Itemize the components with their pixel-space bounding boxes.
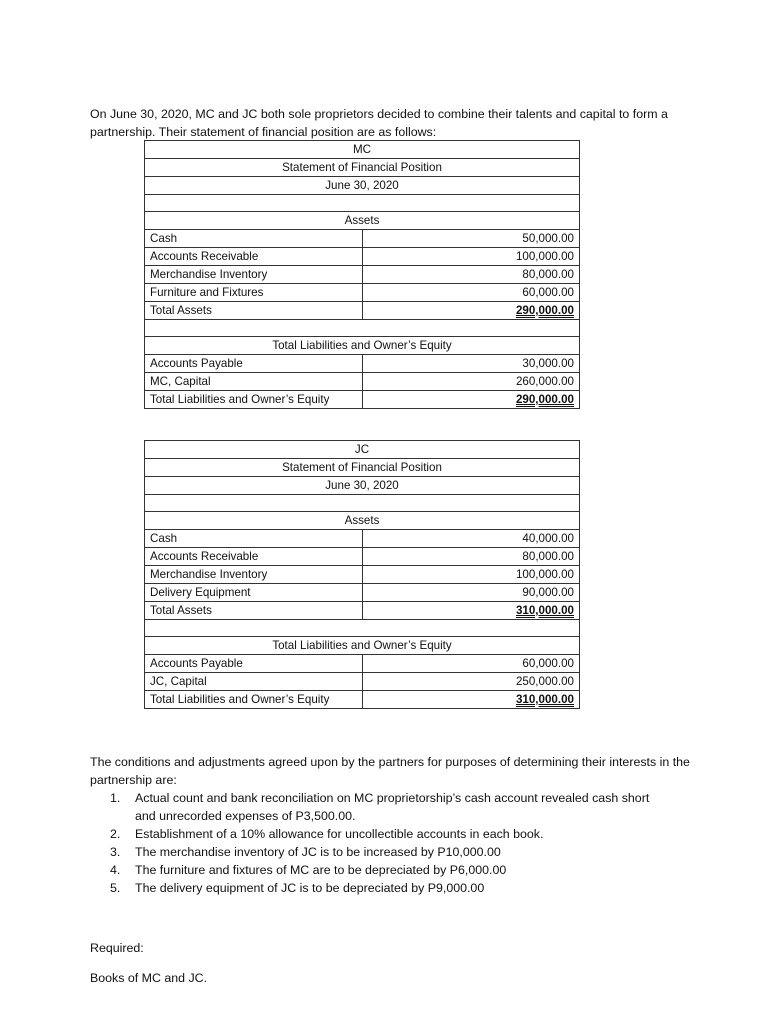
row-amount: 50,000.00 — [362, 230, 580, 248]
row-amount: 60,000.00 — [362, 284, 580, 302]
row-label: Cash — [145, 530, 363, 548]
row-amount: 30,000.00 — [362, 355, 580, 373]
table-row — [145, 230, 580, 248]
table-row — [145, 655, 580, 673]
books-text: Books of MC and JC. — [90, 971, 208, 985]
item-text: Actual count and bank reconciliation on MC proprietorship’s cash account revealed cash short and unrecorded expenses of P3,500.00. — [135, 791, 650, 823]
list-item — [110, 789, 670, 825]
list-item — [110, 879, 670, 897]
mc-date: June 30, 2020 — [145, 177, 580, 195]
jc-liabilities-header: Total Liabilities and Owner’s Equity — [145, 637, 580, 655]
list-item — [110, 825, 670, 843]
row-label: Delivery Equipment — [145, 584, 363, 602]
table-row — [145, 248, 580, 266]
row-label: JC, Capital — [145, 673, 363, 691]
row-amount: 60,000.00 — [362, 655, 580, 673]
total-assets-row — [145, 302, 580, 320]
mc-assets-header: Assets — [145, 212, 580, 230]
table-row — [145, 673, 580, 691]
row-label: Total Assets — [145, 602, 363, 620]
row-label: Total Liabilities and Owner’s Equity — [145, 691, 363, 709]
row-amount: 90,000.00 — [362, 584, 580, 602]
intro-paragraph: On June 30, 2020, MC and JC both sole proprietors decided to combine their talents and capital to form a partnership. Their statement of financial position are as follows: — [90, 107, 668, 140]
conditions-paragraph: The conditions and adjustments agreed upon by the partners for purposes of determining their interests in the partnership are: — [90, 755, 690, 788]
list-item — [110, 843, 670, 861]
row-amount: 80,000.00 — [362, 266, 580, 284]
total-liabilities-row — [145, 691, 580, 709]
item-text: The furniture and fixtures of MC are to be depreciated by P6,000.00 — [135, 863, 507, 877]
table-row — [145, 584, 580, 602]
table-row — [145, 530, 580, 548]
blank-row — [145, 495, 580, 512]
item-text: The delivery equipment of JC is to be depreciated by P9,000.00 — [135, 881, 485, 895]
row-label: Furniture and Fixtures — [145, 284, 363, 302]
table-row — [145, 373, 580, 391]
row-label: Cash — [145, 230, 363, 248]
mc-statement-table — [144, 140, 580, 409]
row-label: Total Liabilities and Owner’s Equity — [145, 391, 363, 409]
item-number: 1. — [110, 791, 121, 805]
blank-row — [145, 620, 580, 637]
row-amount: 250,000.00 — [362, 673, 580, 691]
total-amount: 290,000.00 — [362, 391, 580, 409]
mc-statement-title: Statement of Financial Position — [145, 159, 580, 177]
table-row — [145, 548, 580, 566]
item-text: Establishment of a 10% allowance for uncollectible accounts in each book. — [135, 827, 544, 841]
row-label: Accounts Payable — [145, 655, 363, 673]
jc-statement-table — [144, 440, 580, 709]
mc-name: MC — [145, 141, 580, 159]
item-number: 2. — [110, 827, 121, 841]
row-label: Merchandise Inventory — [145, 266, 363, 284]
row-label: Merchandise Inventory — [145, 566, 363, 584]
total-liabilities-row — [145, 391, 580, 409]
row-amount: 100,000.00 — [362, 566, 580, 584]
row-amount: 260,000.00 — [362, 373, 580, 391]
row-label: Accounts Receivable — [145, 248, 363, 266]
row-label: MC, Capital — [145, 373, 363, 391]
table-row — [145, 266, 580, 284]
required-label: Required: — [90, 941, 144, 955]
jc-name: JC — [145, 441, 580, 459]
item-number: 3. — [110, 845, 121, 859]
row-label: Accounts Receivable — [145, 548, 363, 566]
blank-row — [145, 195, 580, 212]
jc-statement-title: Statement of Financial Position — [145, 459, 580, 477]
table-row — [145, 355, 580, 373]
row-amount: 40,000.00 — [362, 530, 580, 548]
item-number: 5. — [110, 881, 121, 895]
row-label: Accounts Payable — [145, 355, 363, 373]
table-row — [145, 284, 580, 302]
jc-assets-header: Assets — [145, 512, 580, 530]
adjustments-list — [110, 789, 670, 897]
total-assets-row — [145, 602, 580, 620]
row-label: Total Assets — [145, 302, 363, 320]
list-item — [110, 861, 670, 879]
item-text: The merchandise inventory of JC is to be increased by P10,000.00 — [135, 845, 501, 859]
row-amount: 100,000.00 — [362, 248, 580, 266]
item-number: 4. — [110, 863, 121, 877]
blank-row — [145, 320, 580, 337]
jc-date: June 30, 2020 — [145, 477, 580, 495]
total-amount: 310,000.00 — [362, 602, 580, 620]
mc-liabilities-header: Total Liabilities and Owner’s Equity — [145, 337, 580, 355]
total-amount: 310,000.00 — [362, 691, 580, 709]
row-amount: 80,000.00 — [362, 548, 580, 566]
table-row — [145, 566, 580, 584]
total-amount: 290,000.00 — [362, 302, 580, 320]
